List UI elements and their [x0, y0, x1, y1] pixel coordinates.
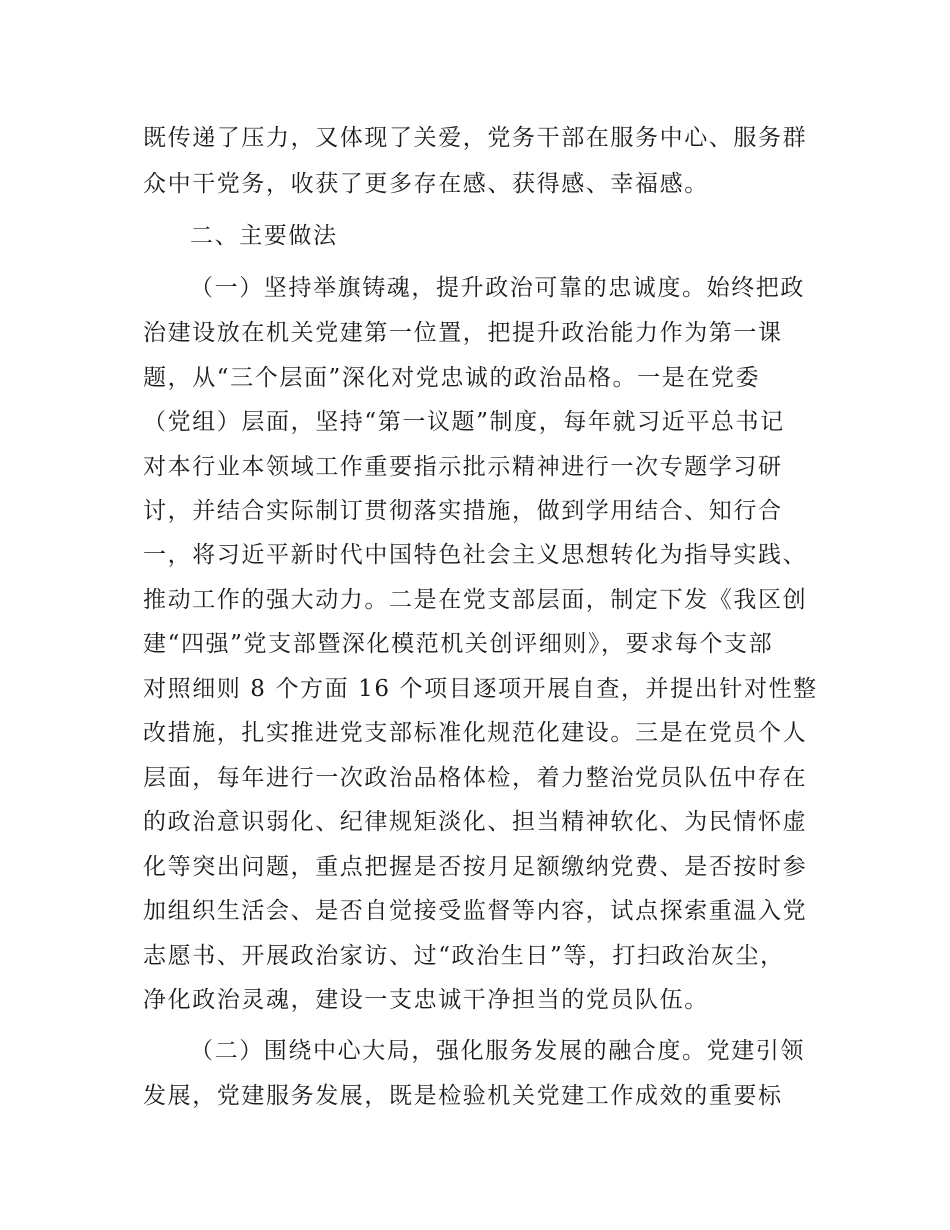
- paragraph-first-line: （一）坚持举旗铸魂，提升政治可靠的忠诚度。始终把政: [190, 275, 805, 301]
- text-line: 化等突出问题，重点把握是否按月足额缴纳党费、是否按时参: [143, 854, 808, 880]
- text-line: 净化政治灵魂，建设一支忠诚干净担当的党员队伍。: [143, 987, 709, 1013]
- text-line: 题，从“三个层面”深化对党忠诚的政治品格。一是在党委: [143, 365, 761, 391]
- text-line: 对照细则 8 个方面 16 个项目逐项开展自查，并提出针对性整: [143, 676, 818, 702]
- text-line: 讨，并结合实际制订贯彻落实措施，做到学用结合、知行合: [143, 498, 783, 524]
- text-line: 建“四强”党支部暨深化模范机关创评细则》，要求每个支部: [143, 631, 774, 657]
- text-line: 改措施，扎实推进党支部标准化规范化建设。三是在党员个人: [143, 720, 808, 746]
- text-line: （党组）层面，坚持“第一议题”制度，每年就习近平总书记: [143, 409, 785, 435]
- text-line: 的政治意识弱化、纪律规矩淡化、担当精神软化、为民情怀虚: [143, 809, 808, 835]
- text-line: 加组织生活会、是否自觉接受监督等内容，试点探索重温入党: [143, 898, 808, 924]
- paragraph-first-line: （二）围绕中心大局，强化服务发展的融合度。党建引领: [190, 1038, 805, 1064]
- text-line: 众中干党务，收获了更多存在感、获得感、幸福感。: [143, 171, 709, 197]
- text-line: 发展，党建服务发展，既是检验机关党建工作成效的重要标: [143, 1083, 783, 1109]
- text-line: 治建设放在机关党建第一位置，把提升政治能力作为第一课: [143, 320, 783, 346]
- text-line: 层面，每年进行一次政治品格体检，着力整治党员队伍中存在: [143, 765, 808, 791]
- text-line: 既传递了压力，又体现了关爱，党务干部在服务中心、服务群: [143, 125, 808, 151]
- section-heading: 二、主要做法: [190, 223, 338, 249]
- text-line: 志愿书、开展政治家访、过“政治生日”等，打扫政治灰尘，: [143, 943, 785, 969]
- text-line: 推动工作的强大动力。二是在党支部层面，制定下发《我区创: [143, 587, 808, 613]
- text-line: 一，将习近平新时代中国特色社会主义思想转化为指导实践、: [143, 542, 808, 568]
- text-line: 对本行业本领域工作重要指示批示精神进行一次专题学习研: [143, 454, 783, 480]
